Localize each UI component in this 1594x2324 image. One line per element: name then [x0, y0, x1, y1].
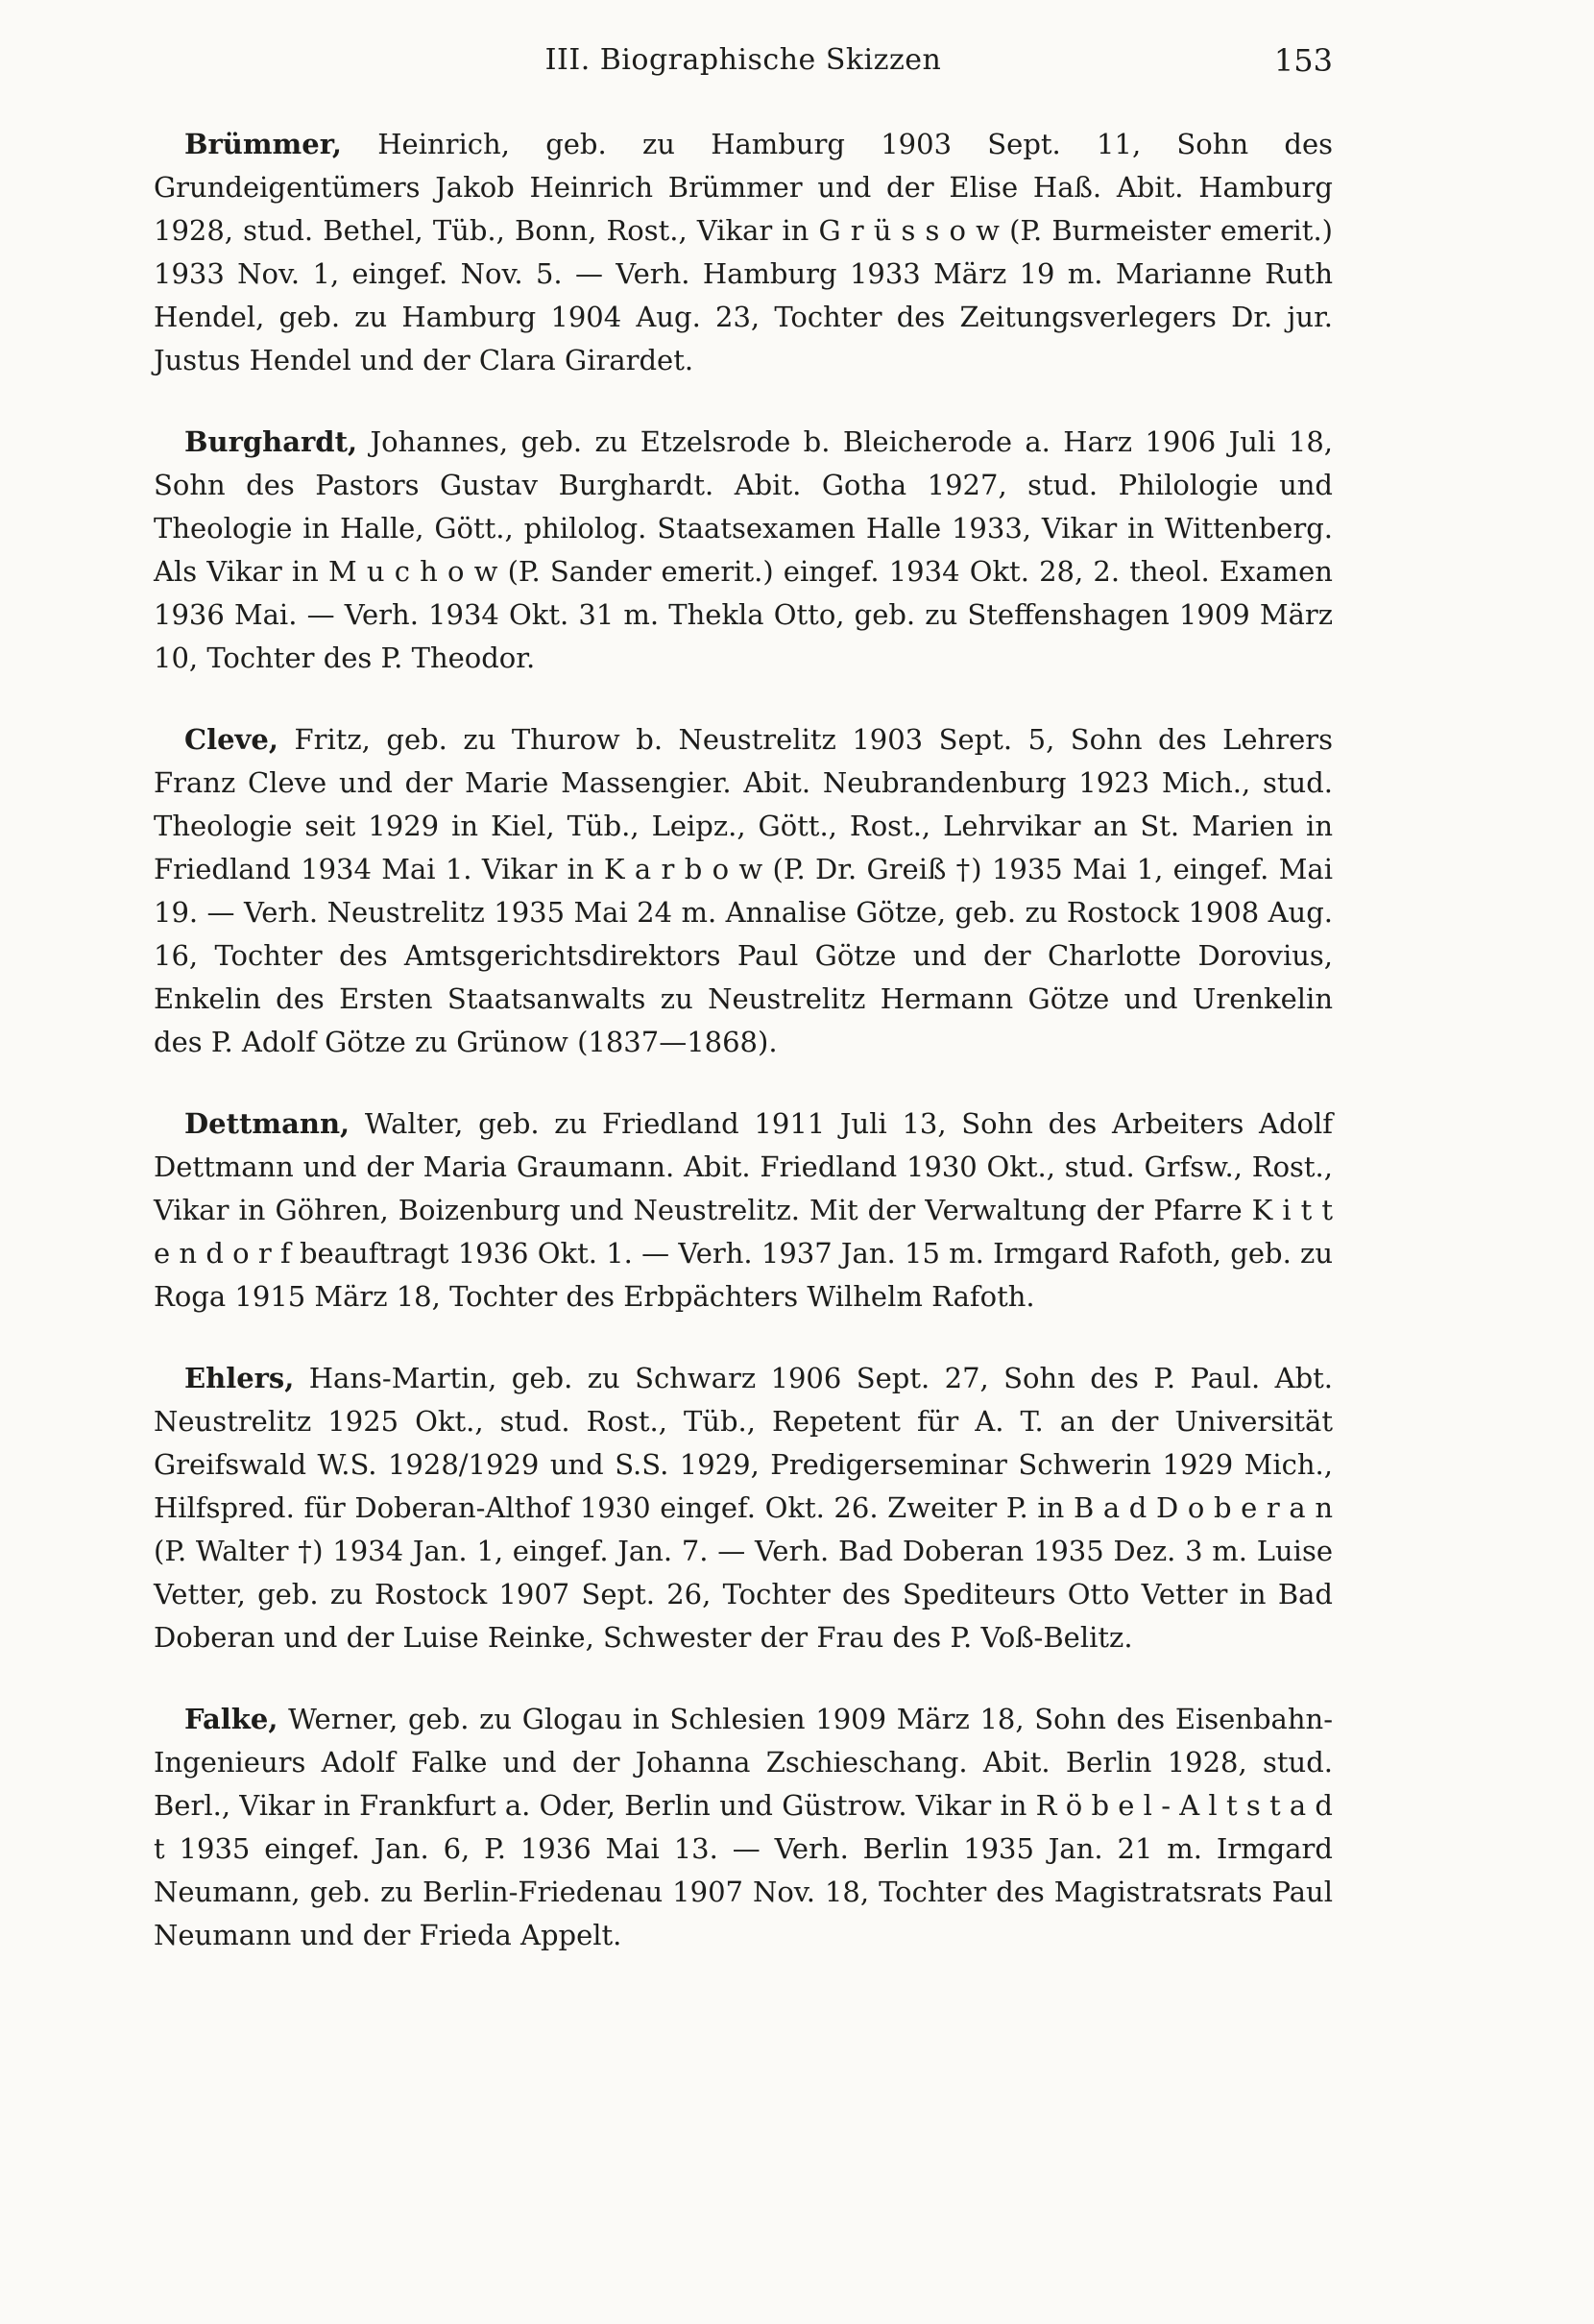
page-number: 153 [1273, 42, 1333, 79]
entry-name: Cleve, [184, 723, 278, 756]
entry-text: Walter, geb. zu Friedland 1911 Juli 13, Sohn des Arbeiters Adolf Dettmann und der Maria Graumann. Abit. Friedland 1930 Okt., stud. Grfsw., Rost., Vikar in Göhren, Boizenburg und Neustrelitz. Mit der Verwaltung der Pfarre K i t t e n d o r f beauftragt 1936 Okt. 1. — Verh. 1937 Jan. 15 m. Irmgard Rafoth, geb. zu Roga 1915 März 18, Tochter des Erbpächters Wilhelm Rafoth. [154, 1107, 1333, 1313]
entry-name: Falke, [184, 1703, 278, 1735]
biography-entries [154, 123, 1333, 1957]
entry-dettmann [154, 1102, 1333, 1319]
running-head: III. Biographische Skizzen [544, 43, 942, 77]
entry-bruemmer [154, 123, 1333, 382]
entry-text: Fritz, geb. zu Thurow b. Neustrelitz 1903 Sept. 5, Sohn des Lehrers Franz Cleve und der Marie Massengier. Abit. Neubrandenburg 1923 Mich., stud. Theologie seit 1929 in Kiel, Tüb., Leipz., Gött., Rost., Lehrvikar an St. Marien in Friedland 1934 Mai 1. Vikar in K a r b o w (P. Dr. Greiß †) 1935 Mai 1, eingef. Mai 19. — Verh. Neustrelitz 1935 Mai 24 m. Annalise Götze, geb. zu Rostock 1908 Aug. 16, Tochter des Amtsgerichtsdirektors Paul Götze und der Charlotte Dorovius, Enkelin des Ersten Staatsanwalts zu Neustrelitz Hermann Götze und Urenkelin des P. Adolf Götze zu Grünow (1837—1868). [154, 723, 1333, 1058]
entry-name: Burghardt, [184, 425, 358, 458]
entry-cleve [154, 718, 1333, 1064]
entry-burghardt [154, 421, 1333, 680]
entry-text: Johannes, geb. zu Etzelsrode b. Bleicherode a. Harz 1906 Juli 18, Sohn des Pastors Gustav Burghardt. Abit. Gotha 1927, stud. Philologie und Theologie in Halle, Gött., philolog. Staatsexamen Halle 1933, Vikar in Wittenberg. Als Vikar in M u c h o w (P. Sander emerit.) eingef. 1934 Okt. 28, 2. theol. Examen 1936 Mai. — Verh. 1934 Okt. 31 m. Thekla Otto, geb. zu Steffenshagen 1909 März 10, Tochter des P. Theodor. [154, 425, 1333, 674]
entry-text: Heinrich, geb. zu Hamburg 1903 Sept. 11, Sohn des Grundeigentümers Jakob Heinrich Brümmer und der Elise Haß. Abit. Hamburg 1928, stud. Bethel, Tüb., Bonn, Rost., Vikar in G r ü s s o w (P. Burmeister emerit.) 1933 Nov. 1, eingef. Nov. 5. — Verh. Hamburg 1933 März 19 m. Marianne Ruth Hendel, geb. zu Hamburg 1904 Aug. 23, Tochter des Zeitungsverlegers Dr. jur. Justus Hendel und der Clara Girardet. [154, 128, 1333, 376]
page-header [154, 36, 1333, 85]
entry-name: Ehlers, [184, 1362, 295, 1394]
entry-name: Dettmann, [184, 1107, 350, 1140]
entry-falke [154, 1698, 1333, 1957]
entry-text: Werner, geb. zu Glogau in Schlesien 1909 März 18, Sohn des Eisenbahn-Ingenieurs Adolf Falke und der Johanna Zschieschang. Abit. Berlin 1928, stud. Berl., Vikar in Frankfurt a. Oder, Berlin und Güstrow. Vikar in R ö b e l - A l t s t a d t 1935 eingef. Jan. 6, P. 1936 Mai 13. — Verh. Berlin 1935 Jan. 21 m. Irmgard Neumann, geb. zu Berlin-Friedenau 1907 Nov. 18, Tochter des Magistratsrats Paul Neumann und der Frieda Appelt. [154, 1703, 1333, 1951]
entry-name: Brümmer, [184, 128, 342, 160]
entry-text: Hans-Martin, geb. zu Schwarz 1906 Sept. 27, Sohn des P. Paul. Abt. Neustrelitz 1925 Okt., stud. Rost., Tüb., Repetent für A. T. an der Universität Greifswald W.S. 1928/1929 und S.S. 1929, Predigerseminar Schwerin 1929 Mich., Hilfspred. für Doberan-Althof 1930 eingef. Okt. 26. Zweiter P. in B a d D o b e r a n (P. Walter †) 1934 Jan. 1, eingef. Jan. 7. — Verh. Bad Doberan 1935 Dez. 3 m. Luise Vetter, geb. zu Rostock 1907 Sept. 26, Tochter des Spediteurs Otto Vetter in Bad Doberan und der Luise Reinke, Schwester der Frau des P. Voß-Belitz. [154, 1362, 1333, 1654]
entry-ehlers [154, 1357, 1333, 1659]
